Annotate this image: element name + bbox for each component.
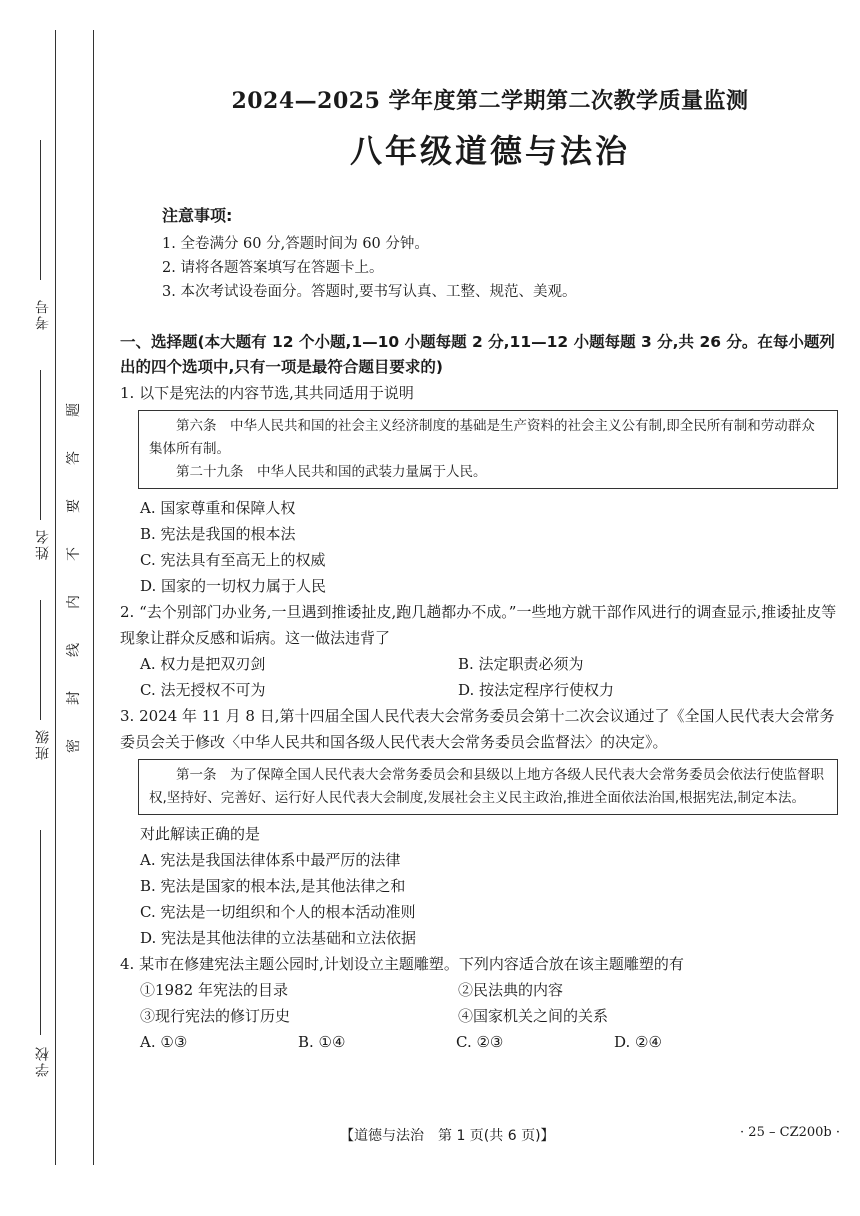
option-b: B. 宪法是我国的根本法 xyxy=(140,525,296,543)
question-4 xyxy=(120,951,840,1055)
question-stem: 4. 某市在修建宪法主题公园时,计划设立主题雕塑。下列内容适合放在该主题雕塑的有 xyxy=(120,955,684,973)
option-b: B. 法定职责必须为 xyxy=(458,655,584,673)
warning-char: 线 xyxy=(66,643,82,657)
note-item: 1. 全卷满分 60 分,答题时间为 60 分钟。 xyxy=(162,236,429,252)
warning-char: 封 xyxy=(66,691,82,705)
warning-char: 密 xyxy=(66,739,82,753)
subject-title: 八年级道德与法治 xyxy=(349,132,630,170)
option-b: B. ①④ xyxy=(298,1033,346,1051)
question-3 xyxy=(120,703,840,951)
exam-no-underline xyxy=(40,140,41,280)
section-heading: 一、选择题(本大题有 12 个小题,1—10 小题每题 2 分,11—12 小题每题 3 分,共 26 分。在每小题列出的四个选项中,只有一项是最符合题目要求的) xyxy=(120,333,835,376)
class-label: 班级 xyxy=(35,728,51,760)
name-underline xyxy=(40,370,41,520)
statement-item: ④国家机关之间的关系 xyxy=(458,1007,609,1025)
question-area xyxy=(120,330,840,1055)
exam-title: 2024—2025 学年度第二学期第二次教学质量监测 xyxy=(231,88,749,114)
name-label: 姓名 xyxy=(35,528,51,560)
quote-box xyxy=(138,410,838,489)
option-c: C. 法无授权不可为 xyxy=(140,681,266,699)
school-label: 学校 xyxy=(35,1045,51,1077)
question-stem: 3. 2024 年 11 月 8 日,第十四届全国人民代表大会常务委员会第十二次会议通过了《全国人民代表大会常务委员会关于修改〈中华人民共和国各级人民代表大会常务委员会监督法〉的决定》。 xyxy=(120,707,835,751)
notes-heading: 注意事项: xyxy=(162,206,233,225)
seal-line-warning xyxy=(66,400,80,756)
warning-char: 要 xyxy=(66,499,82,513)
quote-paragraph: 第二十九条 中华人民共和国的武装力量属于人民。 xyxy=(176,464,487,480)
question-2 xyxy=(120,599,840,703)
binding-line-outer xyxy=(55,30,56,1165)
option-a: A. 国家尊重和保障人权 xyxy=(140,499,296,517)
question-prompt: 对此解读正确的是 xyxy=(140,825,261,843)
question-1 xyxy=(120,380,840,599)
option-c: C. ②③ xyxy=(456,1033,504,1051)
option-a: A. 权力是把双刃剑 xyxy=(140,655,266,673)
option-d: D. 国家的一切权力属于人民 xyxy=(140,577,327,595)
note-item: 2. 请将各题答案填写在答题卡上。 xyxy=(162,260,384,276)
notes-block xyxy=(162,203,577,304)
quote-box xyxy=(138,759,838,815)
options-grid xyxy=(120,1029,840,1055)
options-grid xyxy=(120,651,840,703)
statement-item: ③现行宪法的修订历史 xyxy=(140,1007,291,1025)
option-c: C. 宪法是一切组织和个人的根本活动准则 xyxy=(140,903,416,921)
page-number: 【道德与法治 第 1 页(共 6 页)】 xyxy=(340,1128,555,1144)
school-underline xyxy=(40,830,41,1035)
statement-item: ①1982 年宪法的目录 xyxy=(140,981,288,999)
statements-grid xyxy=(120,977,840,1029)
warning-char: 题 xyxy=(66,403,82,417)
question-stem: 2. “去个别部门办业务,一旦遇到推诿扯皮,跑几趟都办不成。”一些地方就干部作风进行的调查显示,推诿扯皮等现象让群众反感和诟病。这一做法违背了 xyxy=(120,603,837,647)
warning-char: 不 xyxy=(66,547,82,561)
option-a: A. 宪法是我国法律体系中最严厉的法律 xyxy=(140,851,401,869)
statement-item: ②民法典的内容 xyxy=(458,981,564,999)
warning-char: 答 xyxy=(66,451,82,465)
warning-char: 内 xyxy=(66,595,82,609)
option-c: C. 宪法具有至高无上的权威 xyxy=(140,551,326,569)
option-d: D. ②④ xyxy=(614,1033,662,1051)
question-stem: 1. 以下是宪法的内容节选,其共同适用于说明 xyxy=(120,384,414,402)
quote-paragraph: 第六条 中华人民共和国的社会主义经济制度的基础是生产资料的社会主义公有制,即全民所有制和劳动群众集体所有制。 xyxy=(149,418,815,457)
option-a: A. ①③ xyxy=(140,1033,188,1051)
option-b: B. 宪法是国家的根本法,是其他法律之和 xyxy=(140,877,406,895)
option-d: D. 宪法是其他法律的立法基础和立法依据 xyxy=(140,929,417,947)
binding-line-inner xyxy=(93,30,94,1165)
note-item: 3. 本次考试设卷面分。答题时,要书写认真、工整、规范、美观。 xyxy=(162,284,577,300)
exam-no-label: 考号 xyxy=(35,298,51,330)
option-d: D. 按法定程序行使权力 xyxy=(458,681,615,699)
exam-code: · 25 – CZ200b · xyxy=(740,1125,840,1140)
quote-paragraph: 第一条 为了保障全国人民代表大会常务委员会和县级以上地方各级人民代表大会常务委员会依法行使监督职权,坚持好、完善好、运行好人民代表大会制度,发展社会主义民主政治,推进全面依法治国,根据宪法,制定本法。 xyxy=(149,767,824,806)
class-underline xyxy=(40,600,41,720)
